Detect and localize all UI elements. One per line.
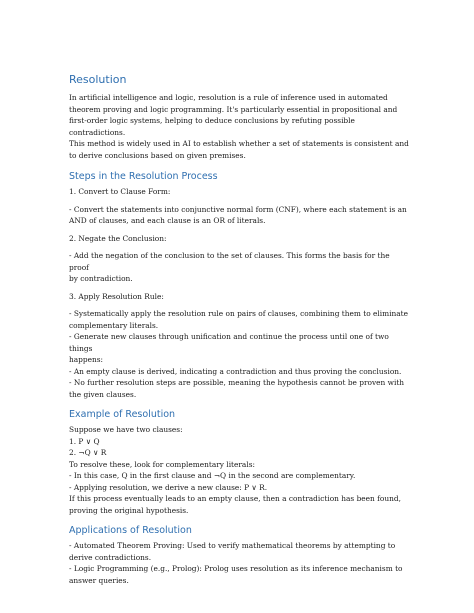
document-title: Resolution: [69, 73, 127, 86]
applications-heading: Applications of Resolution: [69, 525, 192, 536]
step3-body: - Systematically apply the resolution rule on pairs of clauses, combining them to eliminate complementary literals. - Generate new clauses through unification and continue the process until one of two things happens: - An empty clause is derived, indicating a contradiction and thus proving the conclusion. - No further resolution steps are possible, meaning the hypothesis cannot be proven with the given clauses.: [69, 309, 408, 399]
example-heading: Example of Resolution: [69, 409, 176, 420]
step2-title: 2. Negate the Conclusion:: [69, 233, 167, 243]
step1-body: - Convert the statements into conjunctive normal form (CNF), where each statement is an AND of clauses, and each clause is an OR of literals.: [69, 204, 407, 225]
step1-title: 1. Convert to Clause Form:: [69, 187, 171, 196]
applications-body: - Automated Theorem Proving: Used to verify mathematical theorems by attempting to derive contradictions. - Logic Programming (e.g., Prolog): Prolog uses resolution as its inference mechanism to answer queries.: [69, 541, 403, 585]
steps-heading: Steps in the Resolution Process: [69, 171, 218, 182]
step2-body: - Add the negation of the conclusion to the set of clauses. This forms the basis for the proof by contradiction.: [69, 251, 390, 283]
example-body: Suppose we have two clauses: 1. P ∨ Q 2. ¬Q ∨ R To resolve these, look for complementary literals: - In this case, Q in the first clause and ¬Q in the second are complementary. - Applying resolution, we derive a new clause: P ∨ R. If this process eventually leads to an empty clause, then a contradiction has been found, proving the original hypothesis.: [69, 425, 401, 515]
intro-paragraph: In artificial intelligence and logic, resolution is a rule of inference used in automated theorem proving and logic programming. It's particularly essential in propositional and first-order logic systems, helping to deduce conclusions by refuting possible contradictions. This method is widely used in AI to establish whether a set of statements is consistent and to derive conclusions based on given premises.: [69, 93, 409, 160]
document-body: [69, 72, 409, 586]
step3-title: 3. Apply Resolution Rule:: [69, 291, 164, 301]
